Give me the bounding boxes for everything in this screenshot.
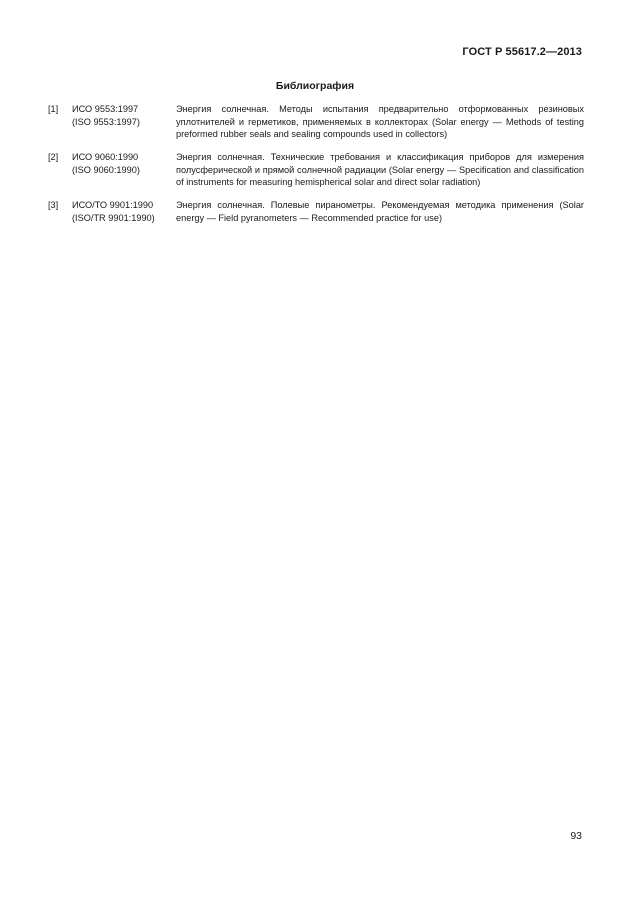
entry-number: [1]: [48, 104, 59, 114]
entry-code-en: (ISO 9553:1997): [72, 116, 140, 127]
entry-code: [72, 199, 172, 224]
entry-code-en: (ISO 9060:1990): [72, 164, 140, 175]
page-number: 93: [570, 830, 582, 842]
entry-code-ru: ИСО 9060:1990: [72, 152, 139, 162]
bibliography-entry: [48, 103, 584, 151]
entry-code-ru: ИСО 9553:1997: [72, 104, 139, 114]
entry-code: [72, 103, 172, 128]
entry-number: [2]: [48, 152, 59, 162]
bibliography-entry: [48, 199, 584, 247]
entry-number: [3]: [48, 200, 59, 210]
entry-text: Энергия солнечная. Методы испытания предварительно отформованных резиновых уплотнителей и герметиков, применяемых в коллекторах (Solar energy — Methods of testing preformed rubber seals and sealing compounds used in collectors): [176, 104, 584, 139]
bibliography-list: [48, 103, 584, 247]
entry-text: Энергия солнечная. Технические требования и классификация приборов для измерения полусферической и прямой солнечной радиации (Solar energy — Specification and classification of instruments for measuring hemispherical solar and direct solar radiation): [176, 152, 584, 187]
entry-code-ru: ИСО/ТО 9901:1990: [72, 200, 154, 210]
page-title: Библиография: [275, 80, 355, 92]
entry-code-en: (ISO/TR 9901:1990): [72, 212, 155, 223]
standard-code: ГОСТ Р 55617.2—2013: [462, 46, 582, 58]
entry-text: Энергия солнечная. Полевые пиранометры. Рекомендуемая методика применения (Solar energy — Field pyranometers — Recommended practice for use): [176, 200, 584, 223]
bibliography-entry: [48, 151, 584, 199]
entry-code: [72, 151, 172, 176]
